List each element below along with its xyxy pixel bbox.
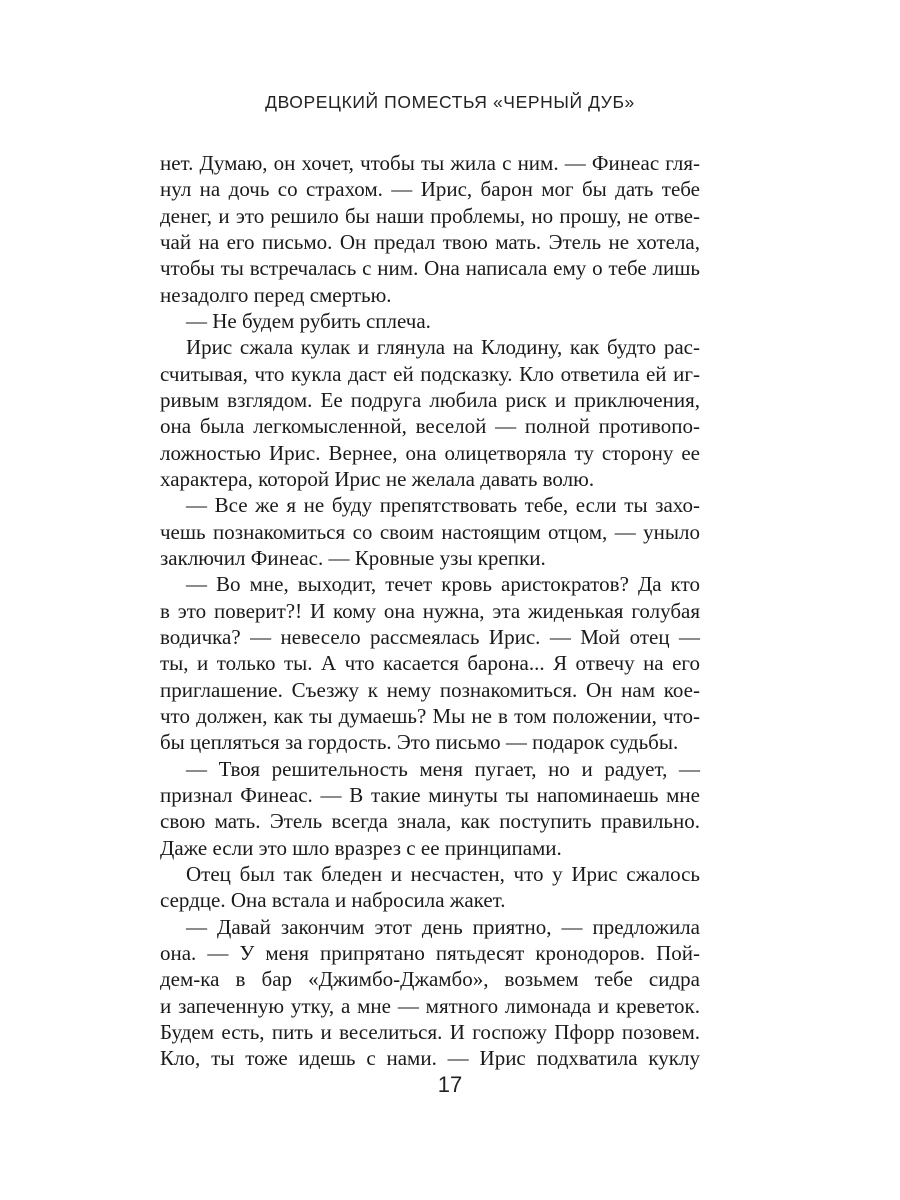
running-header: ДВОРЕЦКИЙ ПОМЕСТЬЯ «ЧЕРНЫЙ ДУБ» xyxy=(265,92,635,112)
text-line: Будем есть, пить и веселиться. И госпожу Пфорр позовем. xyxy=(160,1019,700,1044)
text-line: Ирис сжала кулак и глянула на Клодину, как будто рас- xyxy=(186,335,700,360)
text-line: Даже если это шло вразрез с ее принципами. xyxy=(160,835,562,860)
text-line: водичка? — невесело рассмеялась Ирис. — Мой отец — xyxy=(160,624,700,649)
text-line: свою мать. Этель всегда знала, как поступить правильно. xyxy=(160,809,700,834)
text-body xyxy=(160,150,700,1071)
text-line: денег, и это решило бы наши проблемы, но прошу, не отве- xyxy=(160,203,700,228)
text-line: и запеченную утку, а мне — мятного лимонада и креветок. xyxy=(160,993,700,1018)
text-line: она была легкомысленной, веселой — полной противопо- xyxy=(160,414,700,439)
text-line: признал Финеас. — В такие минуты ты напоминаешь мне xyxy=(160,782,700,807)
text-line: — Давай закончим этот день приятно, — предложила xyxy=(186,914,700,939)
text-line: заключил Финеас. — Кровные узы крепки. xyxy=(160,545,546,570)
text-line: — Не будем рубить сплеча. xyxy=(186,308,431,333)
text-line: ривым взглядом. Ее подруга любила риск и приключения, xyxy=(160,387,700,412)
text-line: приглашение. Съезжу к нему познакомиться. Он нам кое- xyxy=(160,677,700,702)
text-line: чешь познакомиться со своим настоящим отцом, — уныло xyxy=(160,519,700,544)
text-line: нет. Думаю, он хочет, чтобы ты жила с ним. — Финеас гля- xyxy=(160,151,700,175)
text-line: — Все же я не буду препятствовать тебе, если ты захо- xyxy=(186,493,700,518)
text-line: бы цепляться за гордость. Это письмо — подарок судьбы. xyxy=(160,730,679,755)
text-line: Отец был так бледен и несчастен, что у Ирис сжалось xyxy=(186,861,700,886)
text-line: дем-ка в бар «Джимбо-Джамбо», возьмем тебе сидра xyxy=(160,967,700,992)
page-number: 17 xyxy=(437,1072,463,1097)
text-line: характера, которой Ирис не желала давать волю. xyxy=(160,466,595,491)
text-line: сердце. Она встала и набросила жакет. xyxy=(160,888,506,913)
text-line: что должен, как ты думаешь? Мы не в том положении, что- xyxy=(160,703,700,728)
text-line: чай на его письмо. Он предал твою мать. Этель не хотела, xyxy=(160,229,700,254)
text-line: ты, и только ты. А что касается барона... Я отвечу на его xyxy=(160,651,700,676)
text-line: ложностью Ирис. Вернее, она олицетворяла ту сторону ее xyxy=(160,440,700,465)
text-line: незадолго перед смертью. xyxy=(160,282,392,307)
text-line: нул на дочь со страхом. — Ирис, барон мог бы дать тебе xyxy=(160,177,700,202)
text-line: в это поверит?! И кому она нужна, эта жиденькая голубая xyxy=(160,598,700,623)
text-line: — Во мне, выходит, течет кровь аристократов? Да кто xyxy=(186,572,700,597)
text-line: чтобы ты встречалась с ним. Она написала ему о тебе лишь xyxy=(160,256,700,281)
text-line: она. — У меня припрятано пятьдесят кронодоров. Пой- xyxy=(160,940,700,965)
text-line: Кло, ты тоже идешь с нами. — Ирис подхватила куклу xyxy=(160,1046,700,1071)
text-line: — Твоя решительность меня пугает, но и радует, — xyxy=(186,756,700,781)
text-line: считывая, что кукла даст ей подсказку. Кло ответила ей иг- xyxy=(160,361,700,386)
